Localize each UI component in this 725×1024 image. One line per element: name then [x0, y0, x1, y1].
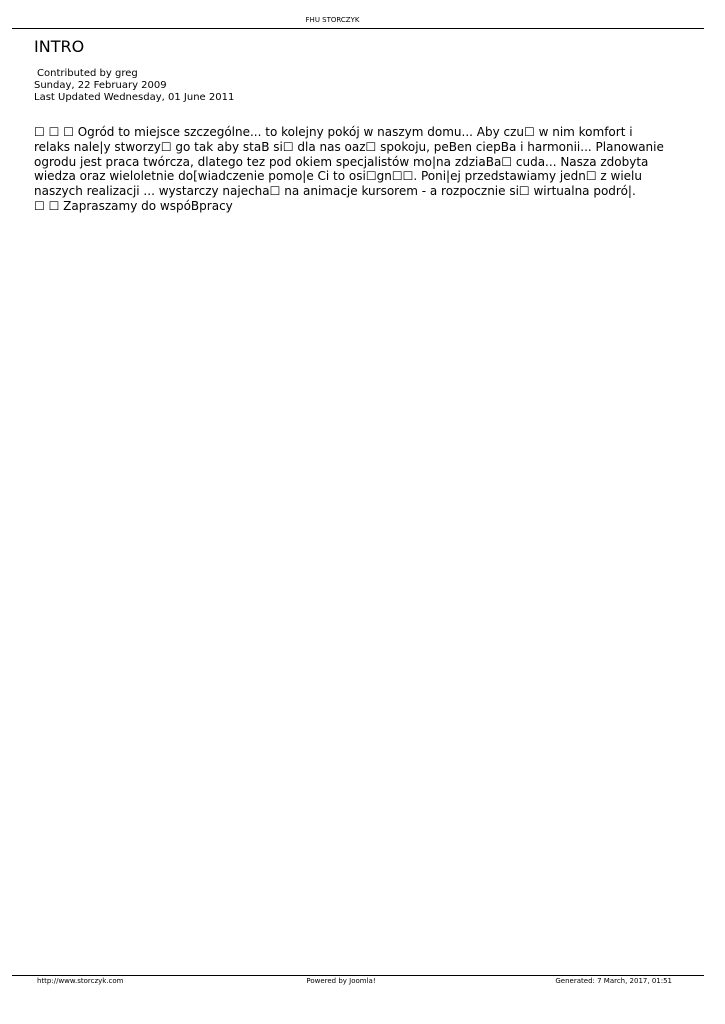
article-author: Contributed by greg [37, 68, 138, 79]
footer-powered-by: Powered by Joomla! [306, 977, 376, 985]
site-header-title: FHU STORCZYK [305, 16, 360, 24]
article-closing-line: ☐ ☐ Zapraszamy do wspóBpracy [34, 198, 233, 213]
article-title: INTRO [34, 37, 85, 56]
footer-site-link[interactable]: http://www.storczyk.com [37, 977, 124, 985]
article-created-date: Sunday, 22 February 2009 [34, 80, 167, 91]
article-updated-date: Last Updated Wednesday, 01 June 2011 [34, 92, 235, 103]
footer-generated-timestamp: Generated: 7 March, 2017, 01:51 [555, 977, 672, 985]
article-paragraph: ☐ ☐ ☐ Ogród to miejsce szczególne... to kolejny pokój w naszym domu... Aby czu☐ w nim komfort i relaks nale|y stworzy☐ go tak aby staB si☐ dla nas oaz☐ spokoju, peBen ciepBa i harmonii... Planowanie ogrodu jest praca twórcza, dlatego tez pod okiem specjalistów mo|na zdziaBa☐ cuda... Nasza zdobyta wiedza oraz wieloletnie do[wiadczenie pomo|e Ci to osi☐gn☐☐. Poni|ej przedstawiamy jedn☐ z wielu naszych realizacji ... wystarczy najecha☐ na animacje kursorem - a rozpocznie si☐ wirtualna podró|. [34, 125, 664, 199]
footer-divider [12, 975, 704, 976]
header-divider [12, 28, 704, 29]
article-body [34, 125, 664, 214]
